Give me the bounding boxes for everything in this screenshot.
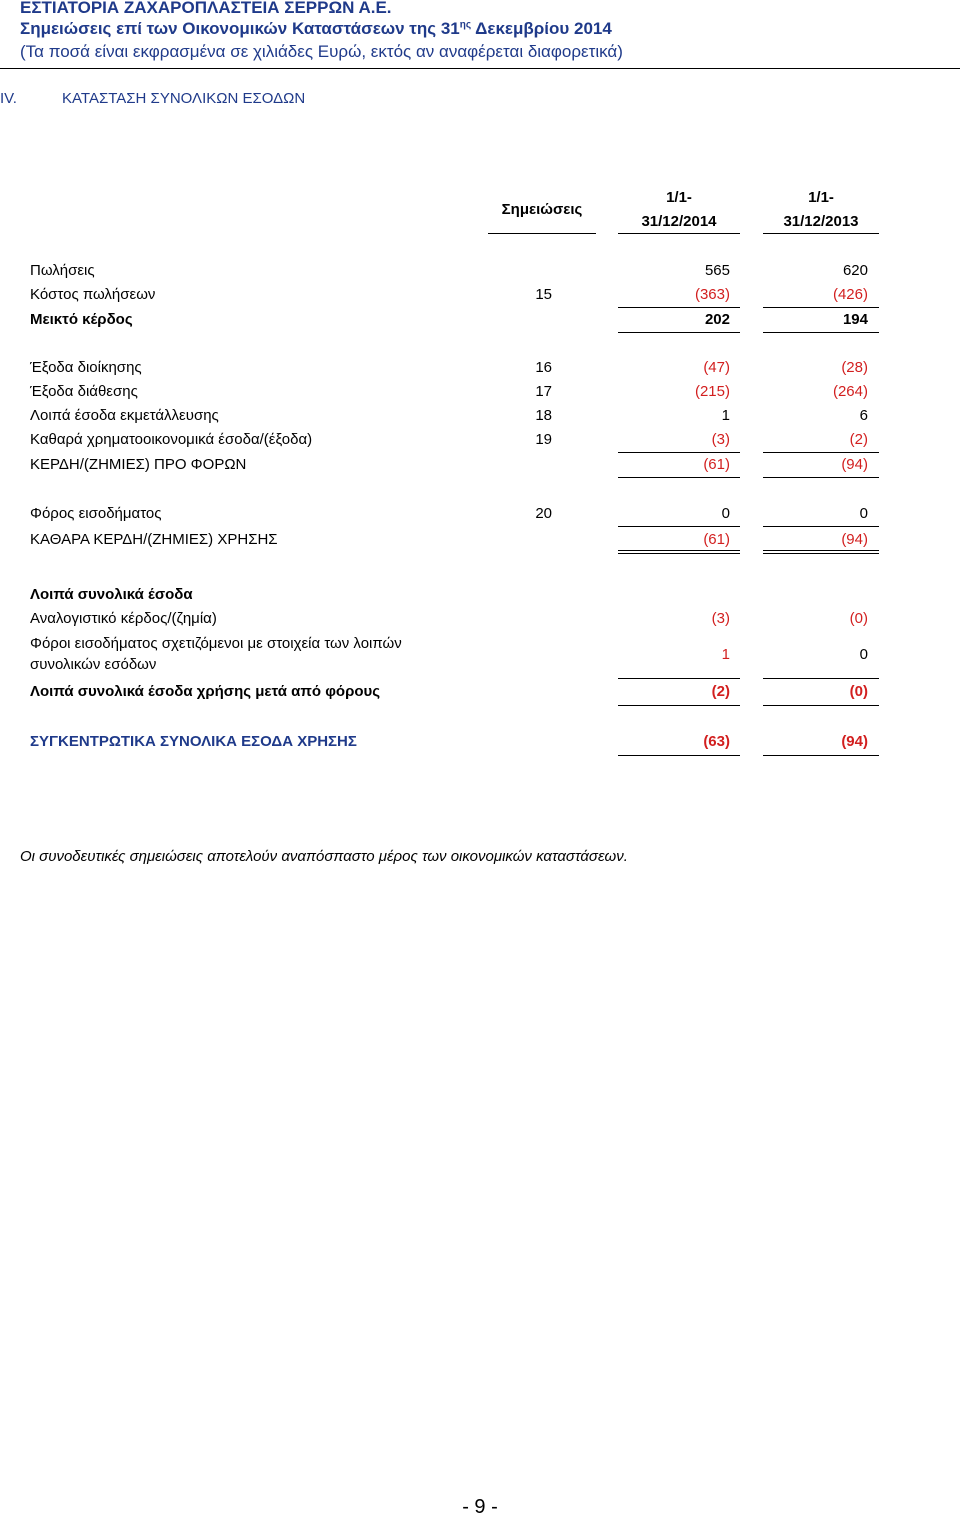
value-2014-admin-expenses: (47) [703, 359, 730, 376]
row-label-admin-expenses: Έξοδα διοίκησης [30, 359, 142, 376]
value-2013-admin-expenses: (28) [841, 359, 868, 376]
value-2013-net-result: (94) [841, 531, 868, 548]
value-2014-pretax: (61) [703, 456, 730, 473]
value-2014-gross-profit: 202 [704, 311, 730, 328]
value-2014-distribution-expenses: (215) [694, 383, 730, 400]
year-2013-header-line1: 1/1- [808, 189, 834, 206]
subtitle-text: Σημειώσεις επί των Οικονομικών Καταστάσεων της 31 [20, 19, 460, 38]
row-label-cost-of-sales: Κόστος πωλήσεων [30, 286, 156, 303]
year-2014-header [618, 186, 740, 234]
row-label-net-financial: Καθαρά χρηματοοικονομικά έσοδα/(έξοδα) [30, 431, 313, 448]
oci-heading: Λοιπά συνολικά έσοδα [30, 586, 193, 603]
value-2013-net-financial: (2) [849, 431, 868, 448]
row-label-sales: Πωλήσεις [30, 262, 95, 279]
subtotal-line [618, 678, 740, 679]
subtotal-line [763, 755, 879, 756]
header-divider [0, 68, 960, 69]
year-2014-header-line1: 1/1- [666, 189, 692, 206]
year-2013-header-underline [763, 233, 879, 234]
value-2013-actuarial: (0) [849, 610, 868, 627]
subtitle-date: Δεκεμβρίου 2014 [471, 19, 612, 38]
value-2013-income-tax: 0 [859, 505, 868, 522]
year-2013-header [763, 186, 879, 234]
note-ref-other-operating-income: 18 [535, 407, 552, 424]
value-2013-oci-tax: 0 [859, 646, 868, 663]
year-2014-header-underline [618, 233, 740, 234]
value-2013-pretax: (94) [841, 456, 868, 473]
value-2014-other-operating-income: 1 [721, 407, 730, 424]
subtotal-line [763, 477, 879, 478]
row-label-oci-net: Λοιπά συνολικά έσοδα χρήσης μετά από φόρους [30, 683, 381, 700]
subtotal-line [763, 332, 879, 333]
row-label-pretax: ΚΕΡΔΗ/(ΖΗΜΙΕΣ) ΠΡΟ ΦΟΡΩΝ [30, 456, 247, 473]
row-label-other-operating-income: Λοιπά έσοδα εκμετάλλευσης [30, 407, 219, 424]
value-2013-distribution-expenses: (264) [832, 383, 868, 400]
value-2013-cost-of-sales: (426) [832, 286, 868, 303]
note-ref-admin-expenses: 16 [535, 359, 552, 376]
value-2013-total-comprehensive: (94) [841, 733, 868, 750]
value-2013-gross-profit: 194 [842, 311, 868, 328]
subtotal-line [763, 678, 879, 679]
subtotal-line [618, 705, 740, 706]
value-2013-other-operating-income: 6 [859, 407, 868, 424]
note-ref-distribution-expenses: 17 [535, 383, 552, 400]
row-label-distribution-expenses: Έξοδα διάθεσης [30, 383, 138, 400]
footnote: Οι συνοδευτικές σημειώσεις αποτελούν αναπόσπαστο μέρος των οικονομικών καταστάσεων. [20, 848, 628, 865]
year-2014-header-line2: 31/12/2014 [641, 213, 717, 230]
value-2013-sales: 620 [842, 262, 868, 279]
value-2014-net-result: (61) [703, 531, 730, 548]
row-label-oci-tax-line2: συνολικών εσόδων [30, 656, 157, 673]
year-2013-header-line2: 31/12/2013 [783, 213, 859, 230]
total-double-underline [763, 550, 879, 554]
notes-header-underline [488, 233, 596, 234]
section-title: ΚΑΤΑΣΤΑΣΗ ΣΥΝΟΛΙΚΩΝ ΕΣΟΔΩΝ [62, 90, 306, 107]
note-ref-income-tax: 20 [535, 505, 552, 522]
subtitle-superscript: ης [459, 19, 472, 31]
row-label-actuarial: Αναλογιστικό κέρδος/(ζημία) [30, 610, 217, 627]
value-2013-oci-net: (0) [849, 683, 868, 700]
company-name: ΕΣΤΙΑΤΟΡΙΑ ΖΑΧΑΡΟΠΛΑΣΤΕΙΑ ΣΕΡΡΩΝ Α.Ε. [20, 0, 392, 17]
section-number: IV. [0, 90, 17, 107]
subtotal-line [618, 755, 740, 756]
value-2014-oci-net: (2) [711, 683, 730, 700]
value-2014-total-comprehensive: (63) [703, 733, 730, 750]
subtotal-line [618, 526, 740, 527]
report-subtitle [20, 19, 612, 39]
row-label-net-result: ΚΑΘΑΡΑ ΚΕΡΔΗ/(ΖΗΜΙΕΣ) ΧΡΗΣΗΣ [30, 531, 278, 548]
row-label-gross-profit: Μεικτό κέρδος [30, 311, 133, 328]
row-label-total-comprehensive: ΣΥΓΚΕΝΤΡΩΤΙΚΑ ΣΥΝΟΛΙΚΑ ΕΣΟΔΑ ΧΡΗΣΗΣ [30, 733, 357, 750]
row-label-oci-tax-line1: Φόροι εισοδήματος σχετιζόμενοι με στοιχεία των λοιπών [30, 635, 402, 652]
total-double-underline [618, 550, 740, 554]
subtotal-line [618, 452, 740, 453]
amounts-note: (Τα ποσά είναι εκφρασμένα σε χιλιάδες Ευρώ, εκτός αν αναφέρεται διαφορετικά) [20, 42, 623, 61]
subtotal-line [763, 526, 879, 527]
value-2014-sales: 565 [704, 262, 730, 279]
value-2014-oci-tax: 1 [721, 646, 730, 663]
page-number: - 9 - [462, 1496, 498, 1518]
note-ref-cost-of-sales: 15 [535, 286, 552, 303]
subtotal-line [618, 477, 740, 478]
note-ref-net-financial: 19 [535, 431, 552, 448]
value-2014-cost-of-sales: (363) [694, 286, 730, 303]
subtotal-line [763, 705, 879, 706]
subtotal-line [618, 332, 740, 333]
value-2014-net-financial: (3) [711, 431, 730, 448]
row-label-income-tax: Φόρος εισοδήματος [30, 505, 162, 522]
value-2014-actuarial: (3) [711, 610, 730, 627]
value-2014-income-tax: 0 [721, 505, 730, 522]
subtotal-line [618, 307, 740, 308]
subtotal-line [763, 452, 879, 453]
notes-column-header: Σημειώσεις [501, 201, 583, 218]
subtotal-line [763, 307, 879, 308]
